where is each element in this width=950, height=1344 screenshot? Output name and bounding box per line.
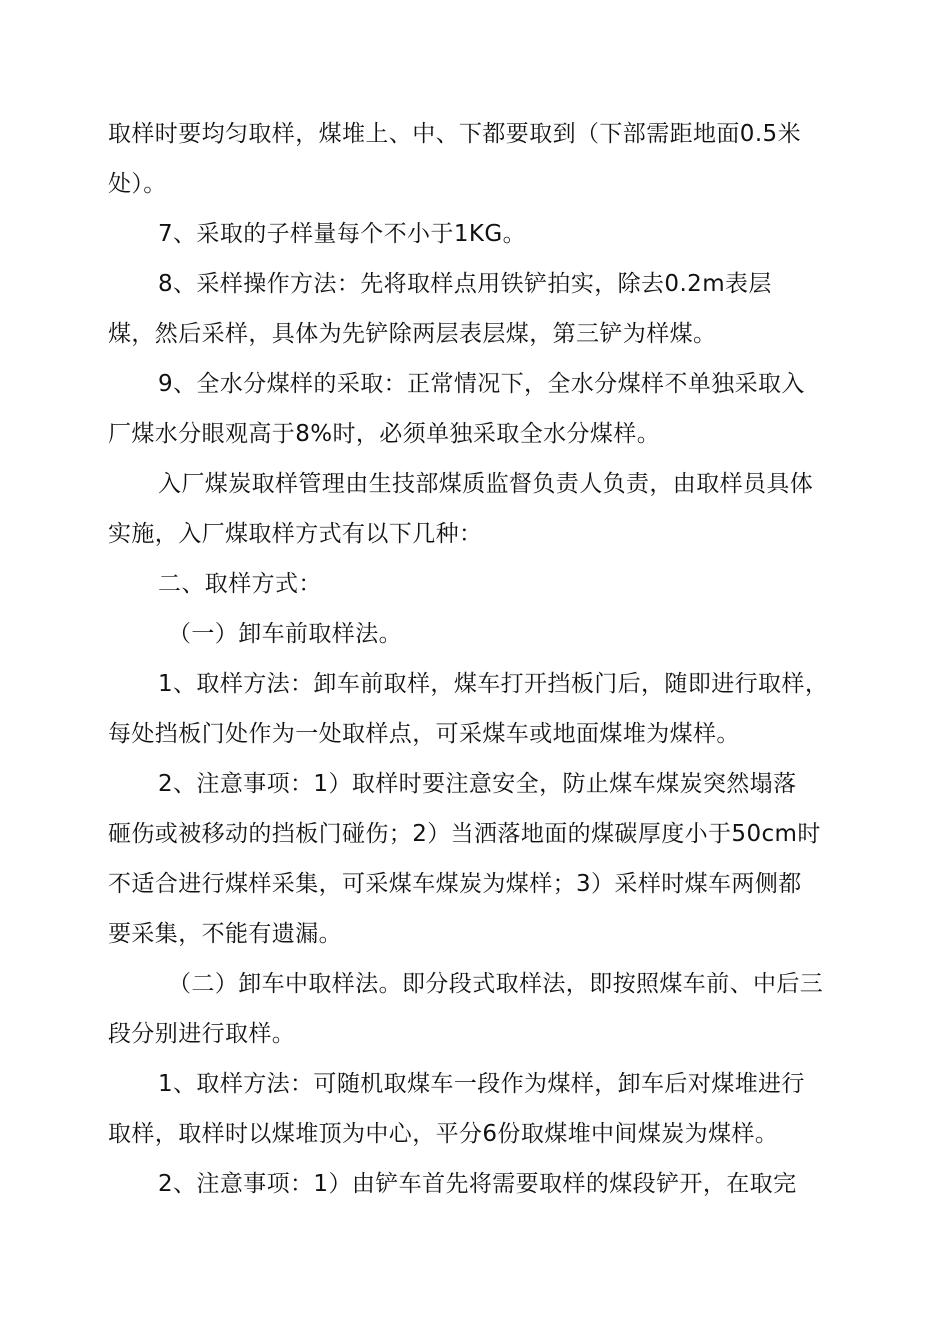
paragraph-line: 每处挡板门处作为一处取样点，可采煤车或地面煤堆为煤样。 [108, 721, 740, 747]
paragraph-line: 入厂煤炭取样管理由生技部煤质监督负责人负责，由取样员具体 [158, 471, 814, 497]
paragraph-line: 段分别进行取样。 [108, 1021, 296, 1047]
subsection-heading: （一）卸车前取样法。 [168, 621, 402, 647]
paragraph-line: 9、全水分煤样的采取：正常情况下，全水分煤样不单独采取入 [158, 371, 805, 397]
paragraph-line: 砸伤或被移动的挡板门碰伤；2）当洒落地面的煤碳厚度小于50cm时 [108, 821, 821, 847]
paragraph-line: 实施，入厂煤取样方式有以下几种： [108, 521, 483, 547]
paragraph-line: 取样时要均匀取样，煤堆上、中、下都要取到（下部需距地面0.5米 [108, 121, 801, 147]
paragraph-line: 7、采取的子样量每个不小于1KG。 [158, 221, 526, 247]
paragraph-line: 1、取样方法：可随机取煤车一段作为煤样，卸车后对煤堆进行 [158, 1071, 805, 1097]
paragraph-line: 1、取样方法：卸车前取样，煤车打开挡板门后，随即进行取样， [158, 671, 829, 697]
paragraph-line: 2、注意事项：1）由铲车首先将需要取样的煤段铲开，在取完 [158, 1171, 797, 1197]
paragraph-line: 取样，取样时以煤堆顶为中心，平分6份取煤堆中间煤炭为煤样。 [108, 1121, 779, 1147]
paragraph-line: 厂煤水分眼观高于8%时，必须单独采取全水分煤样。 [108, 421, 661, 447]
paragraph-line: 处）。 [108, 171, 167, 197]
paragraph-line: 不适合进行煤样采集，可采煤车煤炭为煤样；3）采样时煤车两侧都 [108, 871, 802, 897]
paragraph-line: 8、采样操作方法：先将取样点用铁铲拍实，除去0.2m表层 [158, 271, 772, 297]
subsection-heading: （二）卸车中取样法。即分段式取样法，即按照煤车前、中后三 [168, 971, 824, 997]
paragraph-line: 要采集，不能有遗漏。 [108, 921, 342, 947]
paragraph-line: 煤，然后采样，具体为先铲除两层表层煤，第三铲为样煤。 [108, 321, 717, 347]
paragraph-line: 2、注意事项：1）取样时要注意安全，防止煤车煤炭突然塌落 [158, 771, 797, 797]
section-heading: 二、取样方式： [158, 571, 322, 597]
